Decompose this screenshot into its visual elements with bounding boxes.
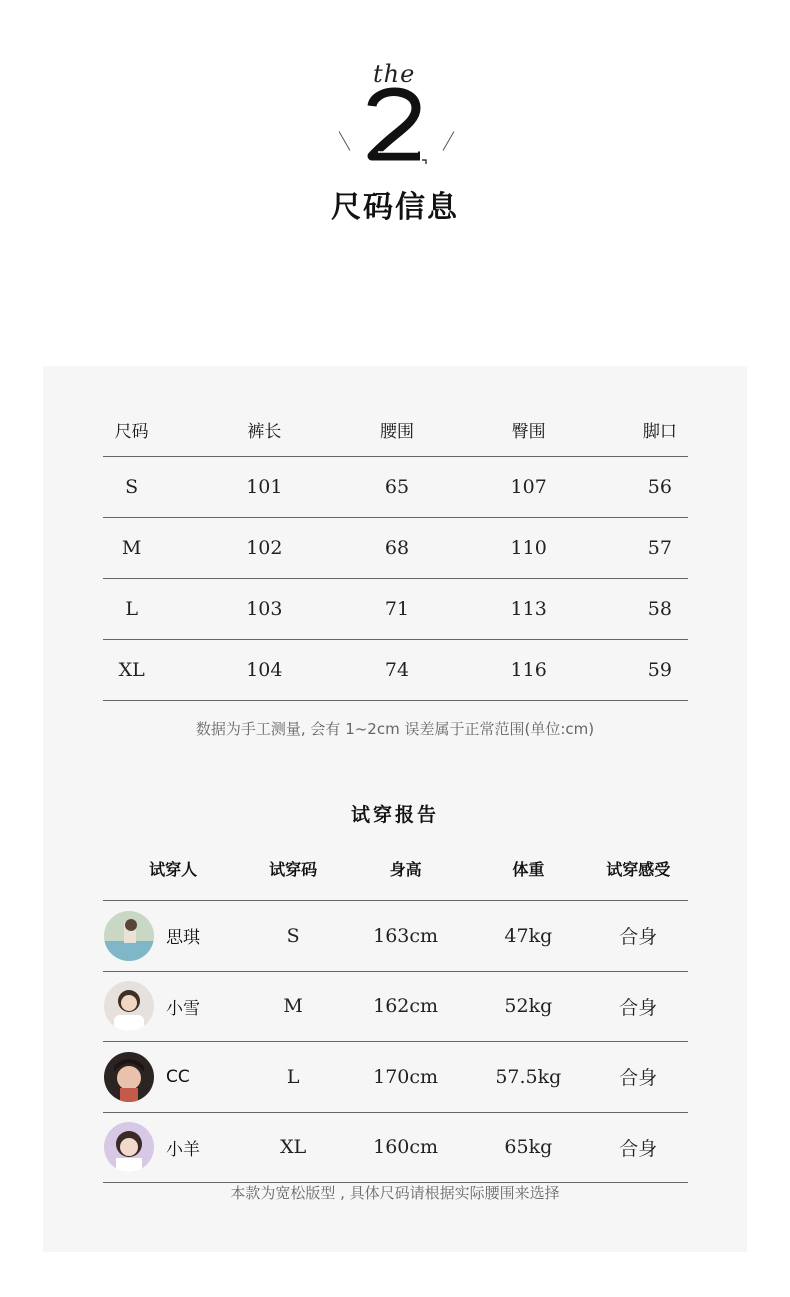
column-header: 臀围 [426,402,632,457]
logo-script-text: the [373,60,416,88]
try-report-title: 试穿报告 [350,804,439,826]
height-cell: 160cm [343,1112,468,1183]
waist-cell: 71 [368,579,425,640]
fit-cell: 合身 [588,901,688,972]
column-header: 体重 [468,836,588,901]
try-table-header [103,836,688,901]
fit-cell: 合身 [588,1042,688,1113]
waist-cell: 68 [368,518,425,579]
height-cell: 170cm [343,1042,468,1113]
length-cell: 101 [160,457,368,518]
column-header: 脚口 [632,402,688,457]
size-info-panel [43,366,747,1252]
height-cell: 162cm [343,971,468,1042]
number-two-graphic [360,78,430,168]
hem-cell: 57 [632,518,688,579]
logo-number [0,78,790,172]
length-cell: 103 [160,579,368,640]
fit-cell: 合身 [588,971,688,1042]
hem-cell: 56 [632,457,688,518]
table-row [103,1112,688,1183]
weight-cell: 52kg [468,971,588,1042]
column-header: 腰围 [368,402,425,457]
size-cell: XL [243,1112,343,1183]
fit-advice-note: 本款为宽松版型 , 具体尺码请根据实际腰围来选择 [230,1184,560,1202]
size-cell: L [103,579,160,640]
column-header: 身高 [343,836,468,901]
page-title: 尺码信息 [331,190,459,225]
column-header: 试穿人 [103,836,243,901]
column-header: 尺码 [103,402,160,457]
table-row [103,901,688,972]
table-row [103,457,688,518]
avatar [104,1052,154,1102]
hip-cell: 110 [426,518,632,579]
weight-cell: 57.5kg [468,1042,588,1113]
hem-cell: 58 [632,579,688,640]
size-table [103,402,688,701]
size-cell: L [243,1042,343,1113]
weight-cell: 47kg [468,901,588,972]
person-cell [103,1042,243,1113]
section-logo [0,60,790,180]
table-row [103,971,688,1042]
avatar [104,1122,154,1172]
hip-cell: 113 [426,579,632,640]
table-row [103,518,688,579]
table-row [103,640,688,701]
table-row [103,579,688,640]
person-cell [103,971,243,1042]
hip-cell: 107 [426,457,632,518]
try-report-table [103,836,688,1183]
size-table-header [103,402,688,457]
avatar [104,911,154,961]
column-header: 试穿码 [243,836,343,901]
weight-cell: 65kg [468,1112,588,1183]
person-name: 思琪 [166,928,200,949]
length-cell: 102 [160,518,368,579]
person-cell [103,1112,243,1183]
height-cell: 163cm [343,901,468,972]
measurement-note: 数据为手工测量, 会有 1~2cm 误差属于正常范围(单位:cm) [195,720,595,738]
person-cell [103,901,243,972]
table-row [103,1042,688,1113]
size-cell: XL [103,640,160,701]
size-cell: S [243,901,343,972]
person-name: 小羊 [166,1139,200,1160]
hem-cell: 59 [632,640,688,701]
size-cell: M [103,518,160,579]
fit-cell: 合身 [588,1112,688,1183]
column-header: 试穿感受 [588,836,688,901]
size-cell: S [103,457,160,518]
avatar [104,981,154,1031]
hip-cell: 116 [426,640,632,701]
length-cell: 104 [160,640,368,701]
column-header: 裤长 [160,402,368,457]
waist-cell: 65 [368,457,425,518]
waist-cell: 74 [368,640,425,701]
person-name: 小雪 [166,998,200,1019]
person-name: CC [166,1066,190,1087]
size-cell: M [243,971,343,1042]
